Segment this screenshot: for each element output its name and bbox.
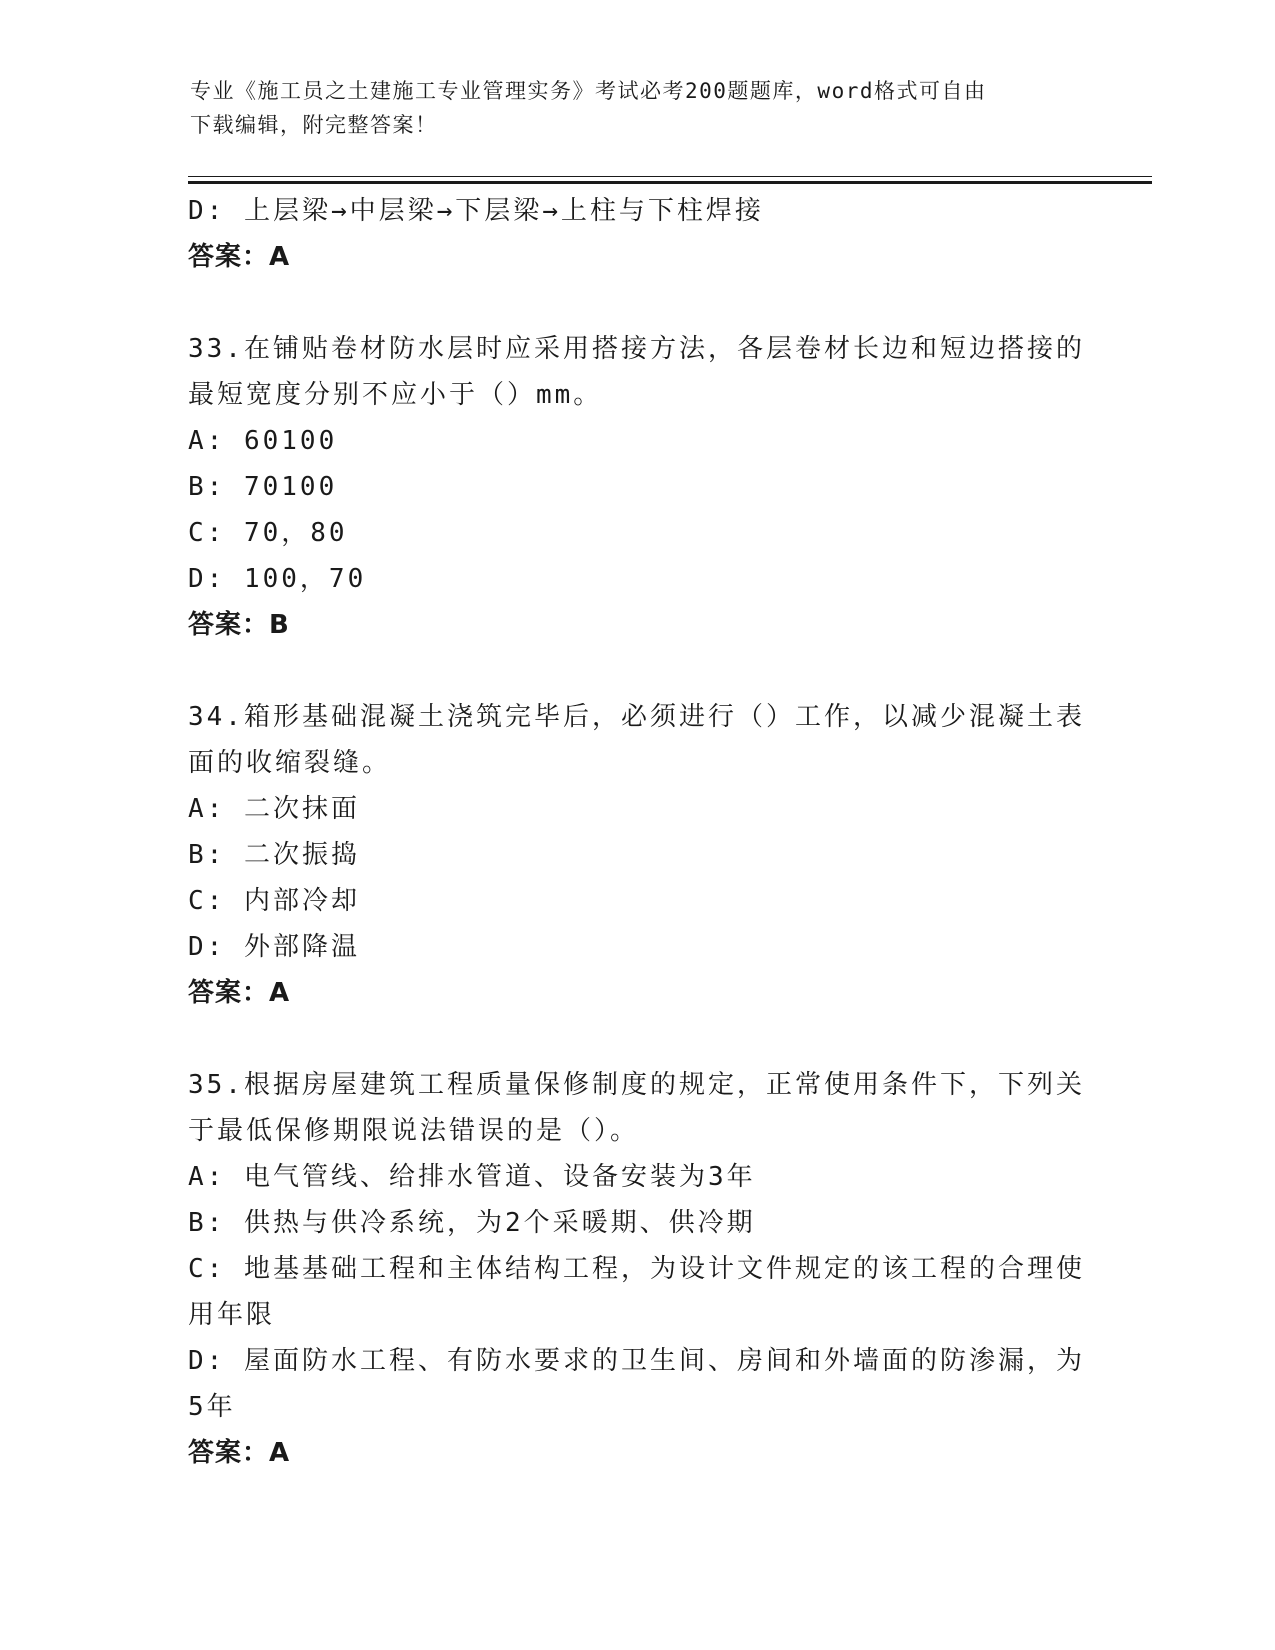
question-list [188,188,1088,1476]
option-d: D: 外部降温 [188,932,360,962]
option-d: D: 上层梁→中层梁→下层梁→上柱与下柱焊接 [188,196,764,226]
header-rule-thick [188,181,1152,184]
header-title-line-2: 下载编辑，附完整答案！ [190,113,438,137]
question-stem-line-1: 33.在铺贴卷材防水层时应采用搭接方法，各层卷材长边和短边搭接的 [188,334,1085,364]
spacer [188,280,1088,326]
option-d: D: 100，70 [188,564,367,594]
question-35 [188,1062,1088,1476]
spacer [188,648,1088,694]
option-b: B: 70100 [188,472,338,502]
question-stem-line-1: 34.箱形基础混凝土浇筑完毕后，必须进行（）工作，以减少混凝土表 [188,702,1085,732]
option-a: A: 二次抹面 [188,794,360,824]
page-header [190,74,1090,142]
question-stem-line-2: 最短宽度分别不应小于（）mm。 [188,380,603,410]
question-stem-line-1: 35.根据房屋建筑工程质量保修制度的规定，正常使用条件下，下列关 [188,1070,1085,1100]
question-33 [188,326,1088,648]
header-title-line-1: 专业《施工员之土建施工专业管理实务》考试必考200题题库，word格式可自由 [190,79,987,103]
question-stem-line-2: 面的收缩裂缝。 [188,748,392,778]
option-c-line-1: C: 地基基础工程和主体结构工程，为设计文件规定的该工程的合理使 [188,1254,1085,1284]
option-c-line-2: 用年限 [188,1300,276,1330]
option-d-line-1: D: 屋面防水工程、有防水要求的卫生间、房间和外墙面的防渗漏，为 [188,1346,1085,1376]
option-b: B: 二次振捣 [188,840,360,870]
option-c: C: 内部冷却 [188,886,360,916]
answer-label: 答案：A [188,1438,291,1468]
option-a: A: 60100 [188,426,338,456]
option-d-line-2: 5年 [188,1392,236,1422]
question-32-tail [188,188,1088,280]
header-rule-thin [188,176,1152,177]
option-b: B: 供热与供冷系统，为2个采暖期、供冷期 [188,1208,756,1238]
answer-label: 答案：B [188,610,290,640]
spacer [188,1016,1088,1062]
question-34 [188,694,1088,1016]
question-stem-line-2: 于最低保修期限说法错误的是（）。 [188,1116,640,1146]
answer-label: 答案：A [188,978,291,1008]
answer-label: 答案：A [188,242,291,272]
option-c: C: 70，80 [188,518,348,548]
option-a: A: 电气管线、给排水管道、设备安装为3年 [188,1162,756,1192]
